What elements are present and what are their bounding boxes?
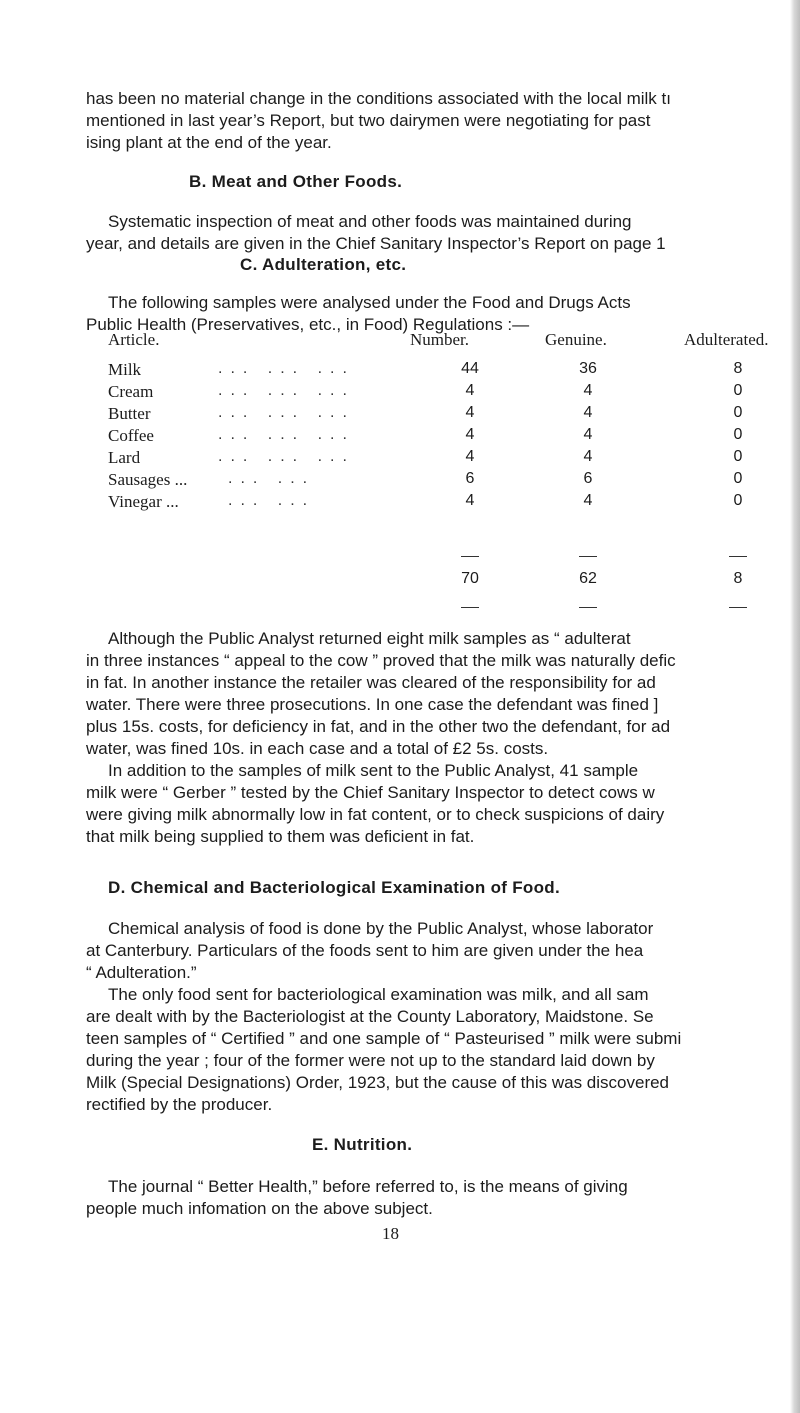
text-line: teen samples of “ Certified ” and one sample of “ Pasteurised ” milk were submi: [86, 1029, 682, 1048]
total-rule: [729, 607, 747, 608]
cell-number: 4: [465, 382, 475, 399]
text-line: that milk being supplied to them was deficient in fat.: [86, 827, 475, 846]
text-line: during the year ; four of the former were not up to the standard laid down by: [86, 1051, 655, 1070]
cell-adulterated: 0: [733, 448, 743, 465]
cell-genuine: 36: [579, 360, 597, 377]
cell-genuine: 4: [583, 404, 593, 421]
text-line: are dealt with by the Bacteriologist at the County Laboratory, Maidstone. Se: [86, 1007, 654, 1026]
text-line: rectified by the producer.: [86, 1095, 273, 1114]
table-row: [108, 360, 798, 382]
cell-dots: ... ... ...: [218, 426, 355, 443]
cell-article: Milk: [108, 360, 142, 379]
table-row: [108, 492, 798, 514]
table-header-row: [108, 330, 798, 352]
text-line: milk were “ Gerber ” tested by the Chief Sanitary Inspector to detect cows w: [86, 783, 655, 802]
cell-number: 4: [465, 426, 475, 443]
total-rule: [461, 607, 479, 608]
total-number: 70: [461, 570, 479, 587]
cell-adulterated: 0: [733, 492, 743, 509]
table-row: [108, 382, 798, 404]
cell-genuine: 4: [583, 448, 593, 465]
cell-adulterated: 0: [733, 382, 743, 399]
cell-dots: ... ... ...: [218, 448, 355, 465]
cell-number: 6: [465, 470, 475, 487]
cell-genuine: 4: [583, 382, 593, 399]
total-rule: [579, 607, 597, 608]
section-c-heading: C. Adulteration, etc.: [240, 255, 407, 274]
text-line: The only food sent for bacteriological examination was milk, and all sam: [108, 985, 649, 1004]
text-line: The journal “ Better Health,” before referred to, is the means of giving: [108, 1177, 628, 1196]
text-line: year, and details are given in the Chief Sanitary Inspector’s Report on page 1: [86, 234, 666, 253]
text-line: people much infomation on the above subject.: [86, 1199, 433, 1218]
cell-article: Sausages ...: [108, 470, 188, 489]
total-genuine: 62: [579, 570, 597, 587]
text-line: Chemical analysis of food is done by the Public Analyst, whose laborator: [108, 919, 654, 938]
text-line: has been no material change in the conditions associated with the local milk tı: [86, 89, 671, 108]
cell-article: Vinegar ...: [108, 492, 179, 511]
header-genuine: Genuine.: [545, 330, 607, 349]
header-adulterated: Adulterated.: [684, 330, 769, 349]
text-line: “ Adulteration.”: [86, 963, 197, 982]
text-line: were giving milk abnormally low in fat content, or to check suspicions of dairy: [86, 805, 665, 824]
section-e-paragraph: [86, 1176, 788, 1220]
cell-adulterated: 0: [733, 470, 743, 487]
total-rule: [579, 556, 597, 557]
table-row: [108, 470, 798, 492]
text-line: Milk (Special Designations) Order, 1923, but the cause of this was discovered: [86, 1073, 670, 1092]
section-b-heading: B. Meat and Other Foods.: [189, 172, 403, 191]
cell-dots: ... ...: [228, 470, 316, 487]
total-adulterated: 8: [733, 570, 743, 587]
cell-dots: ... ... ...: [218, 404, 355, 421]
text-line: at Canterbury. Particulars of the foods sent to him are given under the hea: [86, 941, 644, 960]
text-line: In addition to the samples of milk sent to the Public Analyst, 41 sample: [108, 761, 639, 780]
section-d-paragraph: [86, 918, 788, 1116]
page-number: 18: [382, 1224, 399, 1243]
cell-article: Cream: [108, 382, 154, 401]
cell-article: Butter: [108, 404, 151, 423]
cell-number: 4: [465, 404, 475, 421]
section-b-paragraph: [86, 211, 788, 255]
text-line: Although the Public Analyst returned eight milk samples as “ adulterat: [108, 629, 631, 648]
table-row: [108, 404, 798, 426]
cell-genuine: 4: [583, 426, 593, 443]
text-line: The following samples were analysed under the Food and Drugs Acts: [108, 293, 631, 312]
cell-number: 44: [461, 360, 479, 377]
table-totals-row: [108, 570, 798, 592]
text-line: Systematic inspection of meat and other foods was maintained during: [108, 212, 632, 231]
section-e-heading: E. Nutrition.: [312, 1135, 413, 1154]
cell-article: Coffee: [108, 426, 154, 445]
text-line: mentioned in last year’s Report, but two dairymen were negotiating for past: [86, 111, 651, 130]
cell-adulterated: 0: [733, 404, 743, 421]
cell-number: 4: [465, 492, 475, 509]
intro-paragraph: [86, 88, 788, 154]
cell-article: Lard: [108, 448, 141, 467]
text-line: Public Health (Preservatives, etc., in Food) Regulations :—: [86, 315, 530, 334]
cell-genuine: 4: [583, 492, 593, 509]
cell-dots: ... ... ...: [218, 382, 355, 399]
table-row: [108, 426, 798, 448]
header-article: Article.: [108, 330, 160, 349]
samples-table: [108, 330, 798, 587]
total-rule: [729, 556, 747, 557]
cell-dots: ... ...: [228, 492, 316, 509]
header-number: Number.: [410, 330, 470, 349]
cell-genuine: 6: [583, 470, 593, 487]
text-line: ising plant at the end of the year.: [86, 133, 332, 152]
cell-adulterated: 0: [733, 426, 743, 443]
text-line: in fat. In another instance the retailer was cleared of the responsibility for ad: [86, 673, 656, 692]
text-line: in three instances “ appeal to the cow ” proved that the milk was naturally defic: [86, 651, 676, 670]
cell-number: 4: [465, 448, 475, 465]
text-line: plus 15s. costs, for deficiency in fat, and in the other two the defendant, for ad: [86, 717, 671, 736]
text-line: water. There were three prosecutions. In one case the defendant was fined ]: [86, 695, 659, 714]
cell-dots: ... ... ...: [218, 360, 355, 377]
section-c-discussion: [86, 628, 788, 848]
table-row: [108, 448, 798, 470]
total-rule: [461, 556, 479, 557]
page-edge-shadow: [790, 0, 800, 1413]
text-line: water, was fined 10s. in each case and a total of £2 5s. costs.: [86, 739, 549, 758]
cell-adulterated: 8: [733, 360, 743, 377]
section-d-heading: D. Chemical and Bacteriological Examination of Food.: [108, 878, 561, 897]
